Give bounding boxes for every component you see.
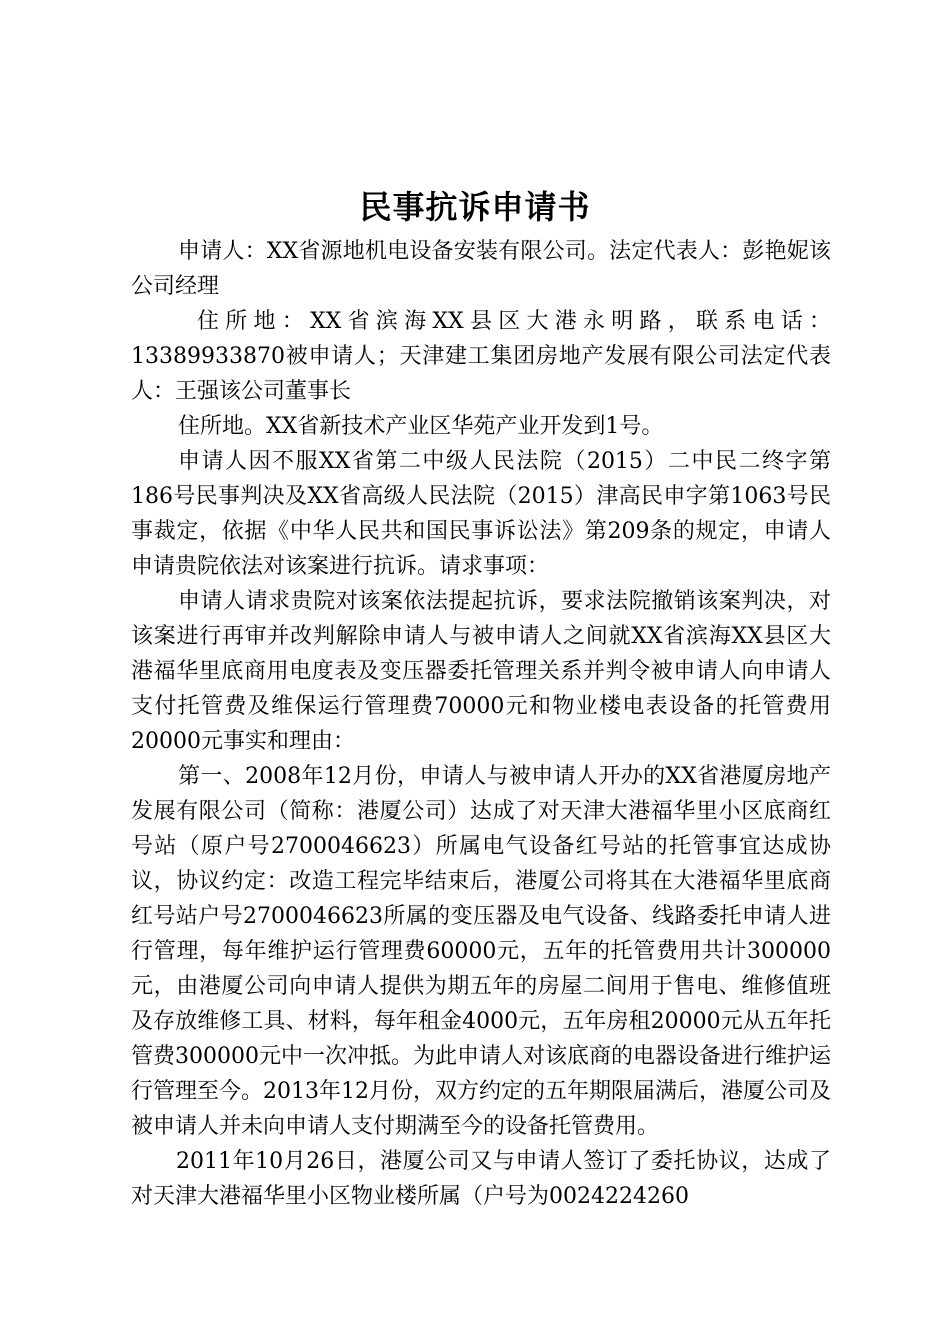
document-title: 民事抗诉申请书 [359,188,591,226]
applicant-paragraph: 申请人：XX省源地机电设备安装有限公司。法定代表人：彭艳妮该公司经理 [131,239,831,299]
fact-first-paragraph: 第一、2008年12月份，申请人与被申请人开办的XX省港厦房地产发展有限公司（简称：港厦公司）达成了对天津大港福华里小区底商红号站（原户号2700046623）所属电气设备红号站的托管事宜达成协议，协议约定：改造工程完毕结束后，港厦公司将其在大港福华里底商红号站户号2700046623所属的变压器及电气设备、线路委托申请人进行管理，每年维护运行管理费60000元，五年的托管费用共计300000元，由港厦公司向申请人提供为期五年的房屋二间用于售电、维修值班及存放维修工具、材料，每年租金4000元，五年房租20000元从五年托管费300000元中一次冲抵。为此申请人对该底商的电器设备进行维护运行管理至今。2013年12月份，双方约定的五年期限届满后，港厦公司及被申请人并未向申请人支付期满至今的设备托管费用。 [131,764,831,1139]
fact-agreement-paragraph: 2011年10月26日，港厦公司又与申请人签订了委托协议，达成了对天津大港福华里小区物业楼所属（户号为0024224260 [131,1149,831,1209]
respondent-address-paragraph: 住所地。XX省新技术产业区华苑产业开发到1号。 [178,414,664,439]
document-body [131,234,831,1214]
grounds-paragraph: 申请人因不服XX省第二中级人民法院（2015）二中民二终字第186号民事判决及XX省高级人民法院（2015）津高民申字第1063号民事裁定，依据《中华人民共和国民事诉讼法》第209条的规定，申请人申请贵院依法对该案进行抗诉。请求事项： [131,449,831,579]
request-paragraph: 申请人请求贵院对该案依法提起抗诉，要求法院撤销该案判决，对该案进行再审并改判解除申请人与被申请人之间就XX省滨海XX县区大港福华里底商用电度表及变压器委托管理关系并判令被申请人向申请人支付托管费及维保运行管理费70000元和物业楼电表设备的托管费用20000元事实和理由： [131,589,831,754]
address-paragraph: 住所地：XX省滨海XX县区大港永明路，联系电话：13389933870被申请人；天津建工集团房地产发展有限公司法定代表人：王强该公司董事长 [131,309,831,404]
